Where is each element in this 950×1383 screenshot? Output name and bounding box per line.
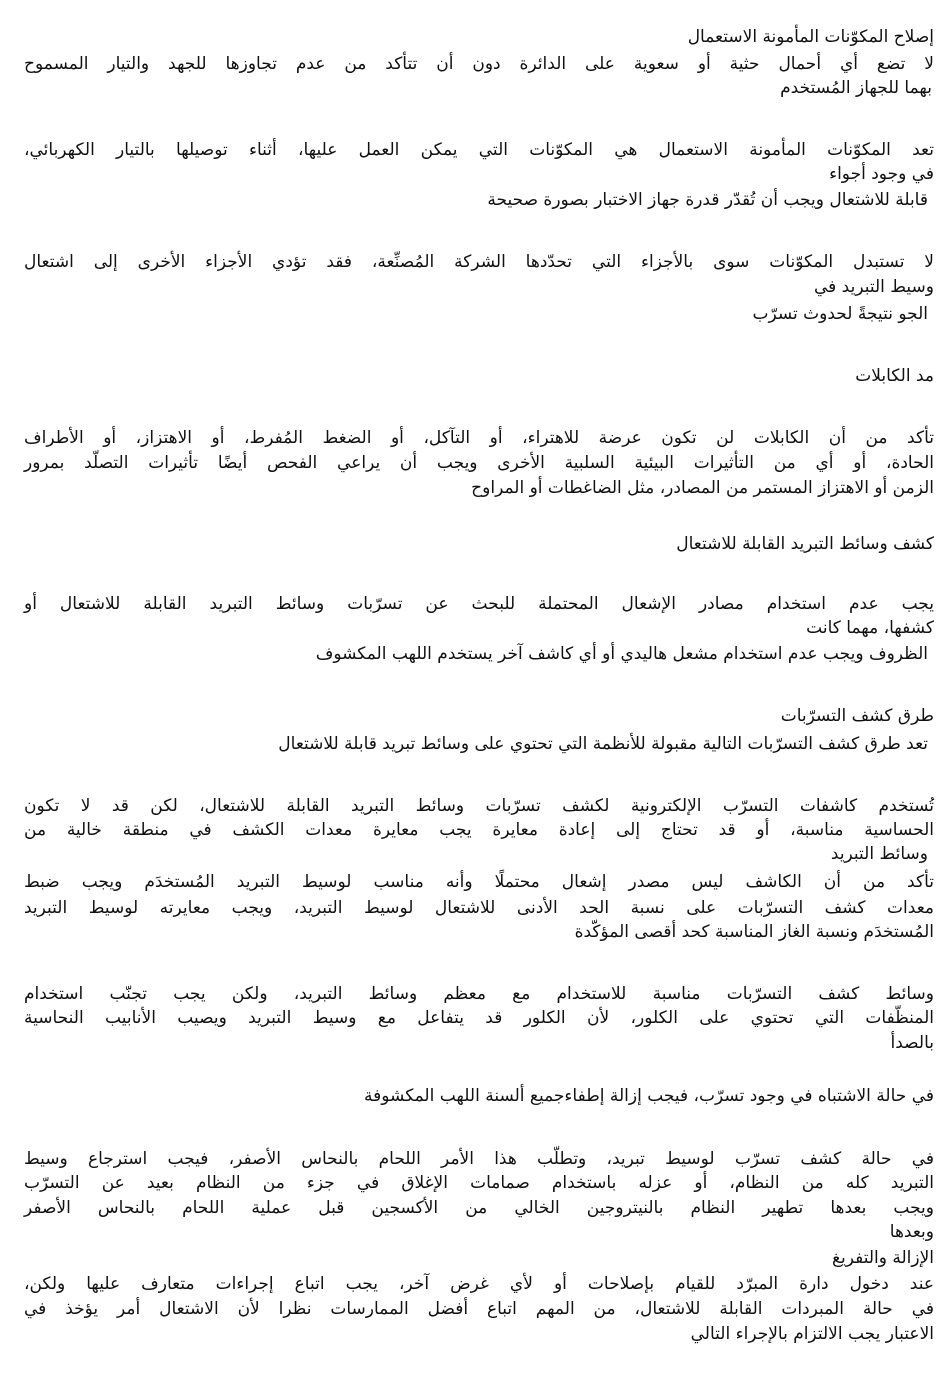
paragraph-line: التبريد كله من النظام، أو عزله باستخدام صمامات الإغلاق في جزء من النظام بعيد عن التسرّب [24,1173,934,1193]
section-heading-repair: إصلاح المكوّنات المأمونة الاستعمال [687,27,934,47]
section-heading-removal: الإزالة والتفريغ [831,1248,934,1268]
paragraph-line: وسائط كشف التسرّبات مناسبة للاستخدام مع معظم وسائط التبريد، ولكن يجب تجنّب استخدام [24,984,934,1004]
paragraph-line: تعد طرق كشف التسرّبات التالية مقبولة للأنظمة التي تحتوي على وسائط تبريد قابلة للاشتعال [278,734,928,754]
paragraph-line: في حالة كشف تسرّب لوسيط تبريد، وتطلّب هذا الأمر اللحام بالنحاس الأصفر، فيجب استرجاع وسيط [24,1149,934,1169]
paragraph-line: قابلة للاشتعال ويجب أن تُقدّر قدرة جهاز الاختبار بصورة صحيحة [487,190,928,210]
paragraph-line: الحادة، أو أي من التأثيرات البيئية السلبية الأخرى ويجب أن يراعي الفحص أيضًا تأثيرات التصلّد بمرور [24,453,934,473]
paragraph-line: تأكد من أن الكاشف ليس مصدر إشعال محتملًا وأنه مناسب لوسيط التبريد المُستخدَم ويجب ضبط [24,872,934,892]
paragraph-line: الاعتبار يجب الالتزام بالإجراء التالي [690,1324,934,1344]
paragraph-line: الحساسية مناسبة، أو قد تحتاج إلى إعادة معايرة يجب معايرة معدات الكشف في منطقة خالية من [24,820,934,840]
paragraph-line: وبعدها [889,1222,934,1242]
paragraph-line: وسائط التبريد [830,844,928,864]
paragraph-line: لا تضع أي أحمال حثية أو سعوية على الدائرة دون أن تتأكد من عدم تجاوزها للجهد والتيار المسموح [24,54,934,74]
paragraph-line: في حالة الاشتباه في وجود تسرّب، فيجب إزالة إطفاءجميع ألسنة اللهب المكشوفة [364,1086,934,1106]
paragraph-line: تأكد من أن الكابلات لن تكون عرضة للاهتراء، أو التآكل، أو الضغط المُفرط، أو الاهتزاز، أو الأطراف [24,428,934,448]
section-heading-cabling: مد الكابلات [855,366,934,386]
paragraph-line: عند دخول دارة المبرّد للقيام بإصلاحات أو لأي غرض آخر، يجب اتباع إجراءات متعارف عليها ولكن، [24,1274,934,1294]
paragraph-line: المُستخدَم ونسبة الغاز المناسبة كحد أقصى المؤكّدة [574,922,934,942]
paragraph-line: لا تستبدل المكوّنات سوى بالأجزاء التي تحدّدها الشركة المُصنِّعة، فقد تؤدي الأجزاء الأخرى إلى اشتعال [24,252,934,272]
paragraph-line: ويجب بعدها تطهير النظام بالنيتروجين الخالي من الأكسجين قبل عملية اللحام بالنحاس الأصفر [24,1198,934,1218]
paragraph-line: بالصدأ [890,1033,934,1053]
paragraph-line: المنظّفات التي تحتوي على الكلور، لأن الكلور قد يتفاعل مع وسيط التبريد ويصيب الأنابيب النحاسية [24,1008,934,1028]
paragraph-line: في وجود أجواء [829,164,934,184]
paragraph-line: الجو نتيجةً لحدوث تسرّب [752,304,928,324]
section-heading-leak-methods: طرق كشف التسرّبات [780,706,934,726]
paragraph-line: كشفها، مهما كانت [806,618,934,638]
paragraph-line: بهما للجهاز المُستخدم [780,78,932,98]
paragraph-line: الظروف ويجب عدم استخدام مشعل هاليدي أو أي كاشف آخر يستخدم اللهب المكشوف [315,644,928,664]
paragraph-line: الزمن أو الاهتزاز المستمر من المصادر، مثل الضاغطات أو المراوح [471,478,934,498]
paragraph-line: معدات كشف التسرّبات على نسبة الحد الأدنى للاشتعال لوسيط التبريد، ويجب معايرته لوسيط التبريد [24,898,934,918]
paragraph-line: يجب عدم استخدام مصادر الإشعال المحتملة للبحث عن تسرّبات وسائط التبريد القابلة للاشتعال أو [24,594,934,614]
section-heading-detection: كشف وسائط التبريد القابلة للاشتعال [676,534,934,554]
paragraph-line: وسيط التبريد في [813,277,934,297]
paragraph-line: في حالة المبردات القابلة للاشتعال، من المهم اتباع أفضل الممارسات نظرا لأن الاشتعال أمر يؤخذ في [24,1299,934,1319]
paragraph-line: تعد المكوّنات المأمونة الاستعمال هي المكوّنات التي يمكن العمل عليها، أثناء توصيلها بالتيار الكهربائي، [24,140,934,160]
paragraph-line: تُستخدم كاشفات التسرّب الإلكترونية لكشف تسرّبات وسائط التبريد القابلة للاشتعال، لكن قد لا تكون [24,796,934,816]
